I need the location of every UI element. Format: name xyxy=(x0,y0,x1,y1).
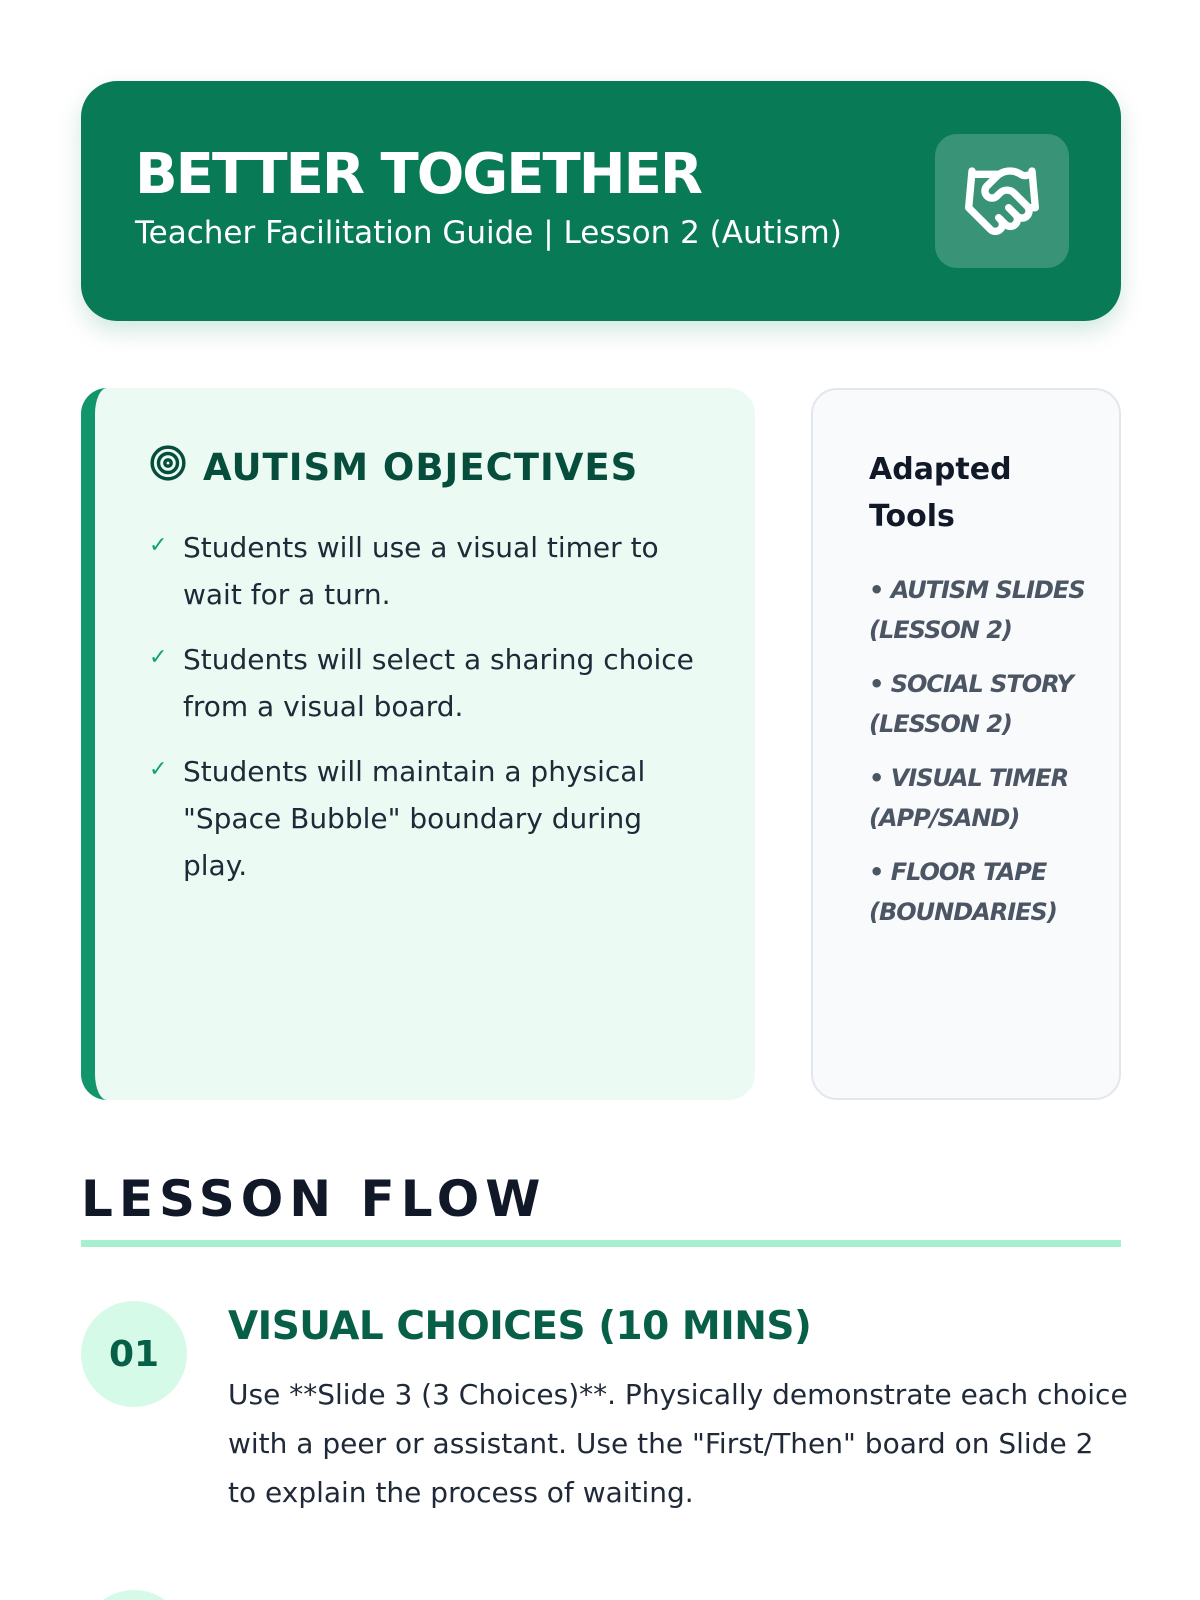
tools-title: Adapted Tools xyxy=(869,452,1012,534)
objectives-list xyxy=(149,524,709,907)
tool-item: • AUTISM SLIDES (LESSON 2) xyxy=(869,576,1085,644)
step-title: VISUAL CHOICES (10 MINS) xyxy=(228,1304,812,1349)
step-body: Use **Slide 3 (3 Choices)**. Physically demonstrate each choice with a peer or assistant. Use the "First/Then" board on Slide 2 to explain the process of waiting. xyxy=(228,1378,1128,1509)
page-title: BETTER TOGETHER xyxy=(135,142,701,207)
objectives-card xyxy=(81,388,755,1100)
objective-text: Students will maintain a physical "Space Bubble" boundary during play. xyxy=(183,755,646,882)
tool-item: • SOCIAL STORY (LESSON 2) xyxy=(869,670,1073,738)
check-icon: ✓ xyxy=(149,532,168,557)
objectives-heading xyxy=(149,444,638,491)
tool-item: • VISUAL TIMER (APP/SAND) xyxy=(869,764,1069,832)
objective-item xyxy=(149,636,709,730)
check-icon: ✓ xyxy=(149,644,168,669)
divider xyxy=(81,1240,1121,1247)
objective-text: Students will use a visual timer to wait for a turn. xyxy=(183,531,659,611)
tools-card xyxy=(811,388,1121,1100)
tool-item: • FLOOR TAPE (BOUNDARIES) xyxy=(869,858,1057,926)
objective-item xyxy=(149,524,709,618)
page-subtitle: Teacher Facilitation Guide | Lesson 2 (Autism) xyxy=(135,215,842,251)
target-icon xyxy=(149,444,187,491)
lesson-flow-title: LESSON FLOW xyxy=(81,1170,547,1228)
tools-list xyxy=(869,570,1099,946)
handshake-icon xyxy=(935,134,1069,268)
step-number-next xyxy=(81,1590,187,1600)
objective-text: Students will select a sharing choice from a visual board. xyxy=(183,643,694,723)
step-number: 01 xyxy=(81,1301,187,1407)
check-icon: ✓ xyxy=(149,756,168,781)
objective-item xyxy=(149,748,709,889)
objectives-title: AUTISM OBJECTIVES xyxy=(203,446,639,489)
header-banner xyxy=(81,81,1121,321)
